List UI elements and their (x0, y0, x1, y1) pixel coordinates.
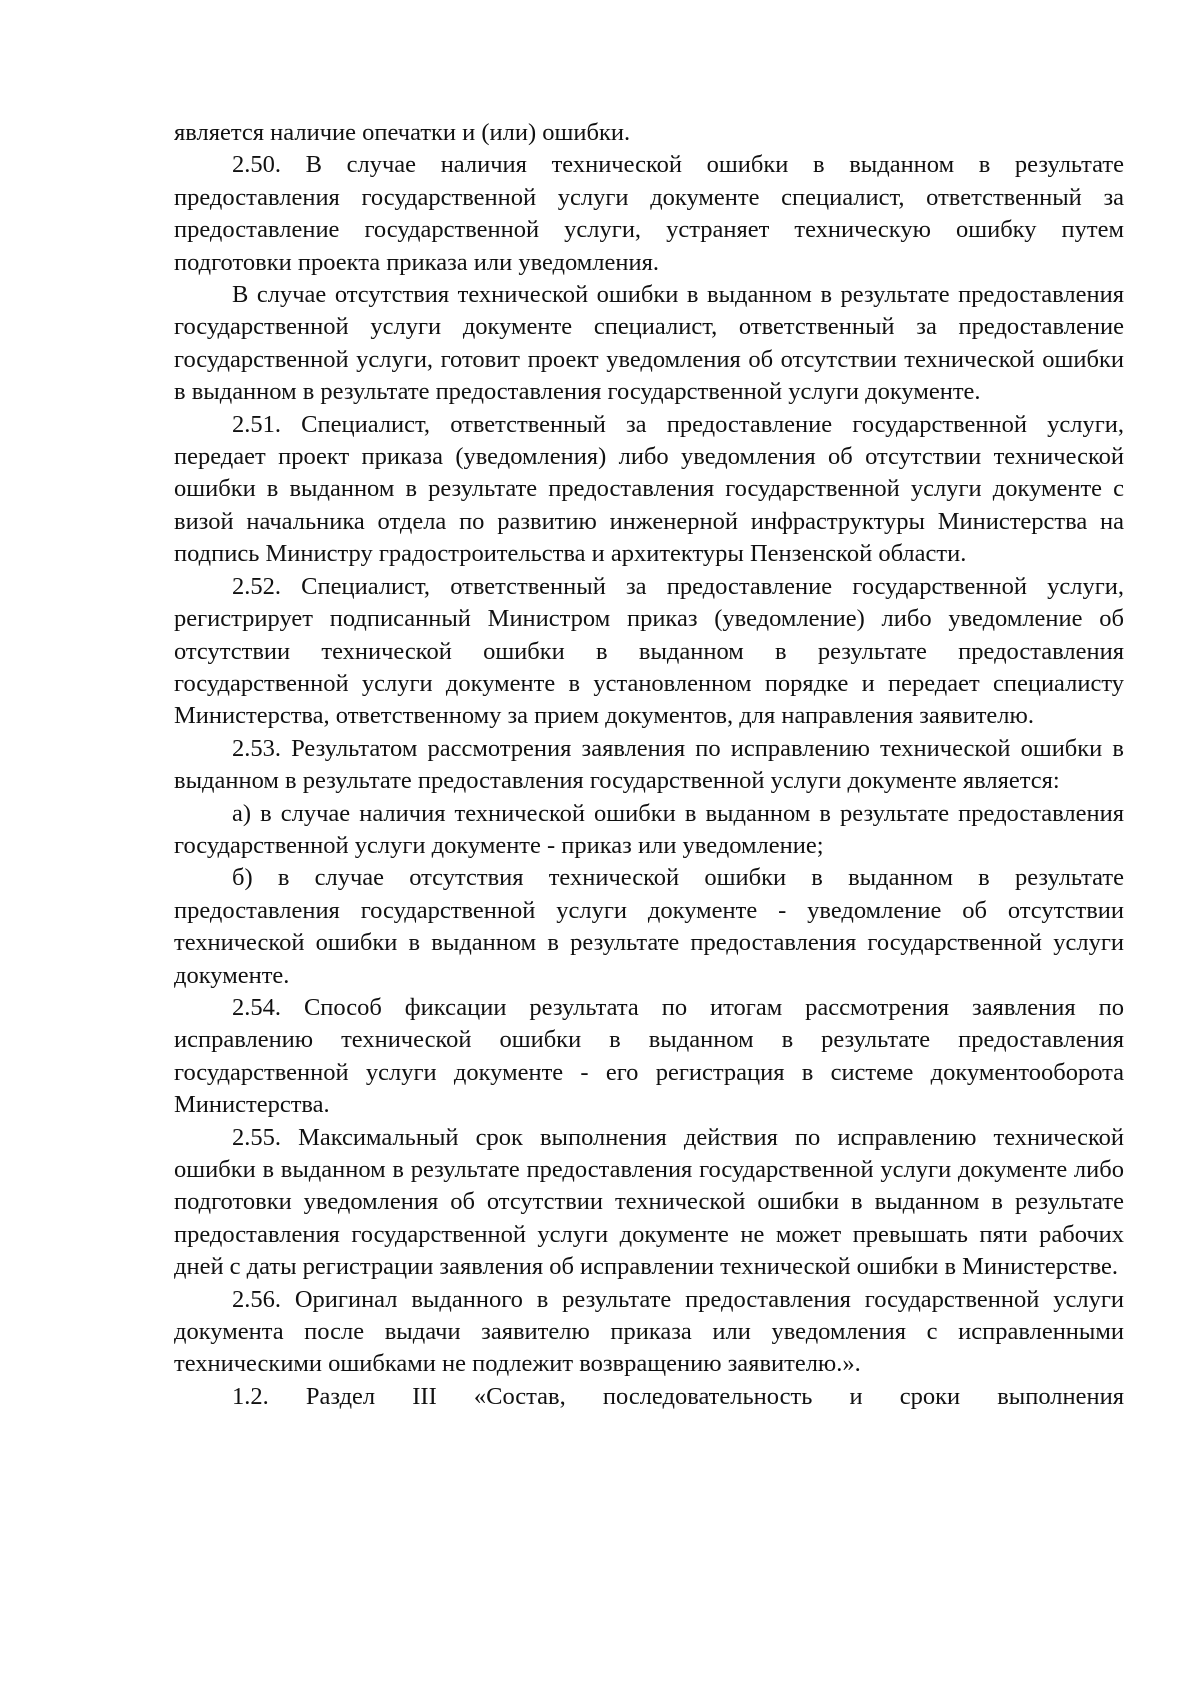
paragraph-1-2: 1.2. Раздел III «Состав, последовательность и сроки выполнения (232, 1382, 1124, 1410)
paragraph-2-55: 2.55. Максимальный срок выполнения действия по исправлению технической ошибки в выданном в результате предоставления государственной услуги документе либо подготовки уведомления об отсутствии технической ошибки в выданном в результате предоставления государственной услуги документе не может превышать пяти рабочих дней с даты регистрации заявления об исправлении технической ошибки в Министерстве. (174, 1123, 1124, 1281)
paragraph-2-53-b: б) в случае отсутствия технической ошибки в выданном в результате предоставления государственной услуги документе - уведомление об отсутствии технической ошибки в выданном в результате предоставления государственной услуги документе. (174, 864, 1124, 989)
paragraph-2-51: 2.51. Специалист, ответственный за предоставление государственной услуги, передает проект приказа (уведомления) либо уведомления об отсутствии технической ошибки в выданном в результате предоставления государственной услуги документе с визой начальника отдела по развитию инженерной инфраструктуры Министерства на подпись Министру градостроительства и архитектуры Пензенской области. (174, 410, 1124, 568)
paragraph-2-52: 2.52. Специалист, ответственный за предоставление государственной услуги, регистрирует подписанный Министром приказ (уведомление) либо уведомление об отсутствии технической ошибки в выданном в результате предоставления государственной услуги документе в установленном порядке и передает специалисту Министерства, ответственному за прием документов, для направления заявителю. (174, 572, 1124, 730)
paragraph-2-53: 2.53. Результатом рассмотрения заявления по исправлению технической ошибки в выданном в результате предоставления государственной услуги документе является: (174, 734, 1124, 795)
paragraph-2-54: 2.54. Способ фиксации результата по итогам рассмотрения заявления по исправлению технической ошибки в выданном в результате предоставления государственной услуги документе - его регистрация в системе документооборота Министерства. (174, 993, 1124, 1119)
paragraph-2-53-a: а) в случае наличия технической ошибки в выданном в результате предоставления государственной услуги документе - приказ или уведомление; (174, 799, 1124, 859)
paragraph-2-56: 2.56. Оригинал выданного в результате предоставления государственной услуги документа после выдачи заявителю приказа или уведомления с исправленными техническими ошибками не подлежит возвращению заявителю.». (174, 1285, 1124, 1378)
paragraph-continuation: является наличие опечатки и (или) ошибки. (174, 119, 631, 146)
paragraph-2-50-absence: В случае отсутствия технической ошибки в выданном в результате предоставления государственной услуги документе специалист, ответственный за предоставление государственной услуги, готовит проект уведомления об отсутствии технической ошибки в выданном в результате предоставления государственной услуги документе. (174, 281, 1124, 406)
document-page (174, 117, 1124, 1413)
paragraph-2-50: 2.50. В случае наличия технической ошибки в выданном в результате предоставления государственной услуги документе специалист, ответственный за предоставление государственной услуги, устраняет техническую ошибку путем подготовки проекта приказа или уведомления. (174, 151, 1124, 276)
